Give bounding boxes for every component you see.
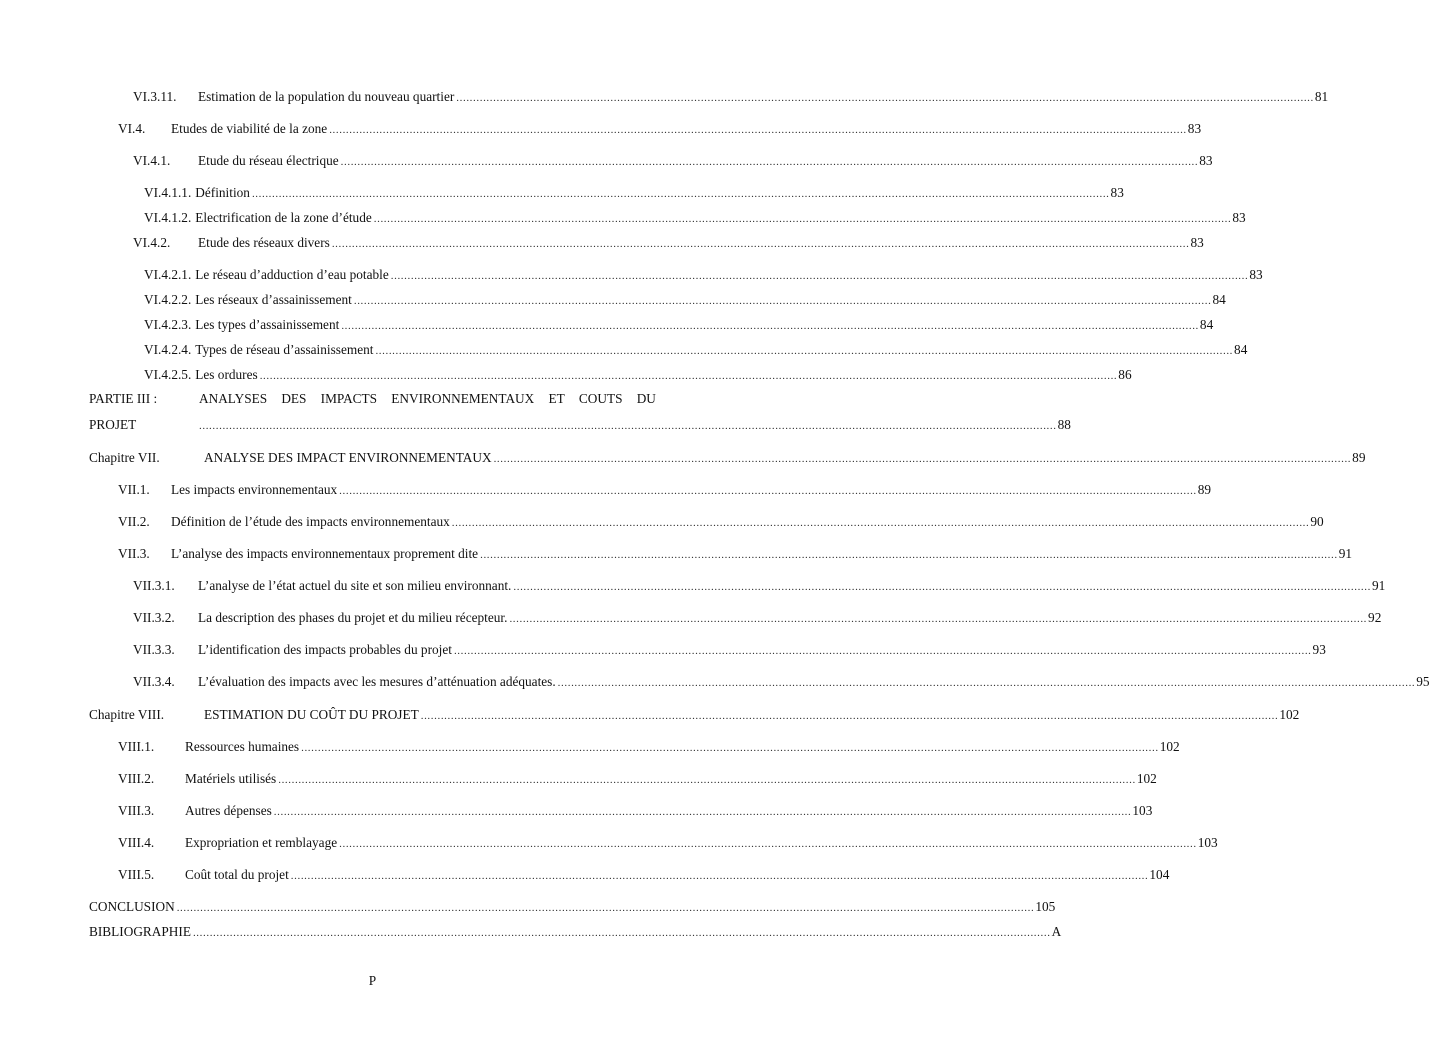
toc-title: ANALYSES DES IMPACTS ENVIRONNEMENTAUX ET COUTS DU bbox=[199, 391, 656, 406]
toc-number: VII.3. bbox=[118, 546, 150, 561]
toc-title: Electrification de la zone d’étude bbox=[195, 210, 372, 225]
leader-dots bbox=[456, 89, 1314, 107]
toc-number: Chapitre VII. bbox=[89, 450, 160, 465]
toc-entry[interactable] bbox=[144, 209, 1246, 227]
toc-entry[interactable] bbox=[118, 802, 1153, 820]
toc-number: VIII.1. bbox=[118, 739, 155, 754]
toc-number: VII.3.3. bbox=[133, 642, 175, 657]
leader-dots bbox=[509, 610, 1367, 628]
toc-entry[interactable] bbox=[144, 184, 1124, 202]
toc-number: VI.4.1. bbox=[133, 153, 171, 168]
toc-title: Les réseaux d’assainissement bbox=[195, 292, 352, 307]
toc-page: 88 bbox=[1057, 417, 1071, 432]
toc-title: BIBLIOGRAPHIE bbox=[89, 924, 191, 939]
toc-entry[interactable] bbox=[118, 770, 1157, 788]
toc-number: VI.4.2.3. bbox=[144, 317, 192, 332]
toc-entry-bibliographie[interactable] bbox=[89, 923, 1062, 941]
toc-page: 84 bbox=[1199, 317, 1214, 332]
leader-dots bbox=[391, 267, 1249, 285]
leader-dots bbox=[341, 153, 1199, 171]
toc-page: 91 bbox=[1338, 546, 1352, 561]
toc-entry[interactable] bbox=[133, 673, 1430, 691]
toc-number: VII.3.1. bbox=[133, 578, 175, 593]
leader-dots bbox=[278, 771, 1136, 789]
toc-entry[interactable] bbox=[118, 738, 1180, 756]
toc-entry[interactable] bbox=[133, 641, 1326, 659]
toc-page: 90 bbox=[1310, 514, 1324, 529]
toc-number: Chapitre VIII. bbox=[89, 707, 165, 722]
toc-page: 93 bbox=[1312, 642, 1326, 657]
toc-page: 102 bbox=[1136, 771, 1157, 786]
toc-page: 103 bbox=[1197, 835, 1218, 850]
toc-entry[interactable] bbox=[144, 316, 1214, 334]
toc-page: 89 bbox=[1197, 482, 1212, 497]
toc-title: Etude des réseaux divers bbox=[198, 235, 330, 250]
toc-page: 83 bbox=[1249, 267, 1263, 282]
toc-title: Estimation de la population du nouveau quartier bbox=[198, 89, 455, 104]
toc-title: Les impacts environnementaux bbox=[171, 482, 338, 497]
toc-title: ESTIMATION DU COÛT DU PROJET bbox=[204, 707, 419, 722]
leader-dots bbox=[199, 417, 1057, 435]
leader-dots bbox=[252, 185, 1110, 203]
toc-title: Ressources humaines bbox=[185, 739, 300, 754]
toc-entry-chapter[interactable] bbox=[89, 449, 1366, 467]
toc-title: Le réseau d’adduction d’eau potable bbox=[195, 267, 389, 282]
toc-number: VI.4.2.5. bbox=[144, 367, 192, 382]
leader-dots bbox=[341, 317, 1199, 335]
toc-number: VII.3.2. bbox=[133, 610, 175, 625]
toc-page: A bbox=[1051, 924, 1062, 939]
leader-dots bbox=[452, 514, 1310, 532]
toc-entry-partie-heading[interactable] bbox=[89, 390, 656, 408]
leader-dots bbox=[332, 235, 1190, 253]
toc-number: VI.4.1.2. bbox=[144, 210, 192, 225]
leader-dots bbox=[260, 367, 1118, 385]
leader-dots bbox=[301, 739, 1159, 757]
leader-dots bbox=[494, 450, 1352, 468]
toc-number: VIII.5. bbox=[118, 867, 155, 882]
toc-entry[interactable] bbox=[133, 609, 1382, 627]
toc-number: VI.4.2.4. bbox=[144, 342, 192, 357]
toc-entry[interactable] bbox=[133, 577, 1386, 595]
toc-page: 86 bbox=[1118, 367, 1132, 382]
toc-title: Etude du réseau électrique bbox=[198, 153, 339, 168]
toc-number: VI.4.2. bbox=[133, 235, 171, 250]
leader-dots bbox=[480, 546, 1338, 564]
toc-entry[interactable] bbox=[118, 545, 1352, 563]
toc-title: ANALYSE DES IMPACT ENVIRONNEMENTAUX bbox=[204, 450, 492, 465]
toc-page: 89 bbox=[1352, 450, 1366, 465]
leader-dots bbox=[177, 899, 1035, 917]
toc-page: 102 bbox=[1279, 707, 1300, 722]
toc-number: VI.4.2.1. bbox=[144, 267, 192, 282]
toc-page: 83 bbox=[1187, 121, 1202, 136]
toc-page: 105 bbox=[1035, 899, 1056, 914]
toc-entry[interactable] bbox=[118, 481, 1212, 499]
toc-number: VIII.4. bbox=[118, 835, 155, 850]
toc-entry[interactable] bbox=[118, 120, 1202, 138]
page-number-footer: P bbox=[368, 973, 377, 988]
toc-title: L’identification des impacts probables du projet bbox=[198, 642, 452, 657]
toc-page: 84 bbox=[1212, 292, 1226, 307]
toc-entry[interactable] bbox=[133, 234, 1204, 252]
toc-page: 92 bbox=[1368, 610, 1382, 625]
toc-title: Etudes de viabilité de la zone bbox=[171, 121, 328, 136]
leader-dots bbox=[339, 835, 1197, 853]
toc-title: Coût total du projet bbox=[185, 867, 289, 882]
toc-title: L’analyse des impacts environnementaux proprement dite bbox=[171, 546, 479, 561]
toc-number: VIII.3. bbox=[118, 803, 155, 818]
toc-entry-conclusion[interactable] bbox=[89, 898, 1056, 916]
leader-dots bbox=[354, 292, 1212, 310]
toc-number: VI.4.2.2. bbox=[144, 292, 192, 307]
leader-dots bbox=[375, 342, 1233, 360]
toc-title: Matériels utilisés bbox=[185, 771, 277, 786]
toc-page: 83 bbox=[1110, 185, 1124, 200]
toc-number: VI.3.11. bbox=[133, 89, 177, 104]
toc-title: Définition de l’étude des impacts environnementaux bbox=[171, 514, 450, 529]
toc-entry[interactable] bbox=[118, 513, 1324, 531]
leader-dots bbox=[374, 210, 1232, 228]
toc-page: 102 bbox=[1159, 739, 1180, 754]
toc-number: VII.3.4. bbox=[133, 674, 175, 689]
leader-dots bbox=[421, 707, 1279, 725]
leader-dots bbox=[558, 674, 1416, 692]
toc-title: L’analyse de l’état actuel du site et son milieu environnant. bbox=[198, 578, 512, 593]
leader-dots bbox=[454, 642, 1312, 660]
toc-title: Les types d’assainissement bbox=[195, 317, 340, 332]
leader-dots bbox=[513, 578, 1371, 596]
toc-title: Expropriation et remblayage bbox=[185, 835, 338, 850]
toc-entry[interactable] bbox=[133, 88, 1329, 106]
toc-entry[interactable] bbox=[144, 366, 1132, 384]
toc-entry[interactable] bbox=[118, 866, 1170, 884]
toc-entry[interactable] bbox=[144, 291, 1226, 309]
toc-entry[interactable] bbox=[118, 834, 1218, 852]
toc-title: La description des phases du projet et du milieu récepteur. bbox=[198, 610, 508, 625]
toc-entry-chapter[interactable] bbox=[89, 706, 1300, 724]
toc-entry[interactable] bbox=[144, 341, 1248, 359]
toc-number: VI.4.1.1. bbox=[144, 185, 192, 200]
toc-page: 84 bbox=[1234, 342, 1248, 357]
toc-page: 81 bbox=[1314, 89, 1329, 104]
toc-number: PARTIE III : bbox=[89, 391, 158, 406]
toc-entry[interactable] bbox=[144, 266, 1263, 284]
leader-dots bbox=[291, 867, 1149, 885]
toc-number: VII.2. bbox=[118, 514, 150, 529]
toc-page: 95 bbox=[1416, 674, 1430, 689]
toc-entry-partie-continuation[interactable] bbox=[89, 416, 1071, 434]
toc-title: Définition bbox=[195, 185, 250, 200]
toc-title-continuation: PROJET bbox=[89, 417, 137, 432]
leader-dots bbox=[329, 121, 1187, 139]
leader-dots bbox=[274, 803, 1132, 821]
toc-number: VIII.2. bbox=[118, 771, 155, 786]
toc-page: 83 bbox=[1190, 235, 1204, 250]
toc-number: VI.4. bbox=[118, 121, 146, 136]
toc-title: Autres dépenses bbox=[185, 803, 272, 818]
leader-dots bbox=[339, 482, 1197, 500]
toc-title: Les ordures bbox=[195, 367, 258, 382]
toc-title: Types de réseau d’assainissement bbox=[195, 342, 374, 357]
toc-number: VII.1. bbox=[118, 482, 150, 497]
toc-page: 91 bbox=[1371, 578, 1386, 593]
toc-page: 83 bbox=[1232, 210, 1246, 225]
leader-dots bbox=[193, 924, 1051, 942]
toc-title: L’évaluation des impacts avec les mesures d’atténuation adéquates. bbox=[198, 674, 556, 689]
toc-entry[interactable] bbox=[133, 152, 1213, 170]
toc-page: 103 bbox=[1132, 803, 1153, 818]
toc-title: CONCLUSION bbox=[89, 899, 175, 914]
toc-page: 83 bbox=[1199, 153, 1213, 168]
toc-page: 104 bbox=[1149, 867, 1170, 882]
